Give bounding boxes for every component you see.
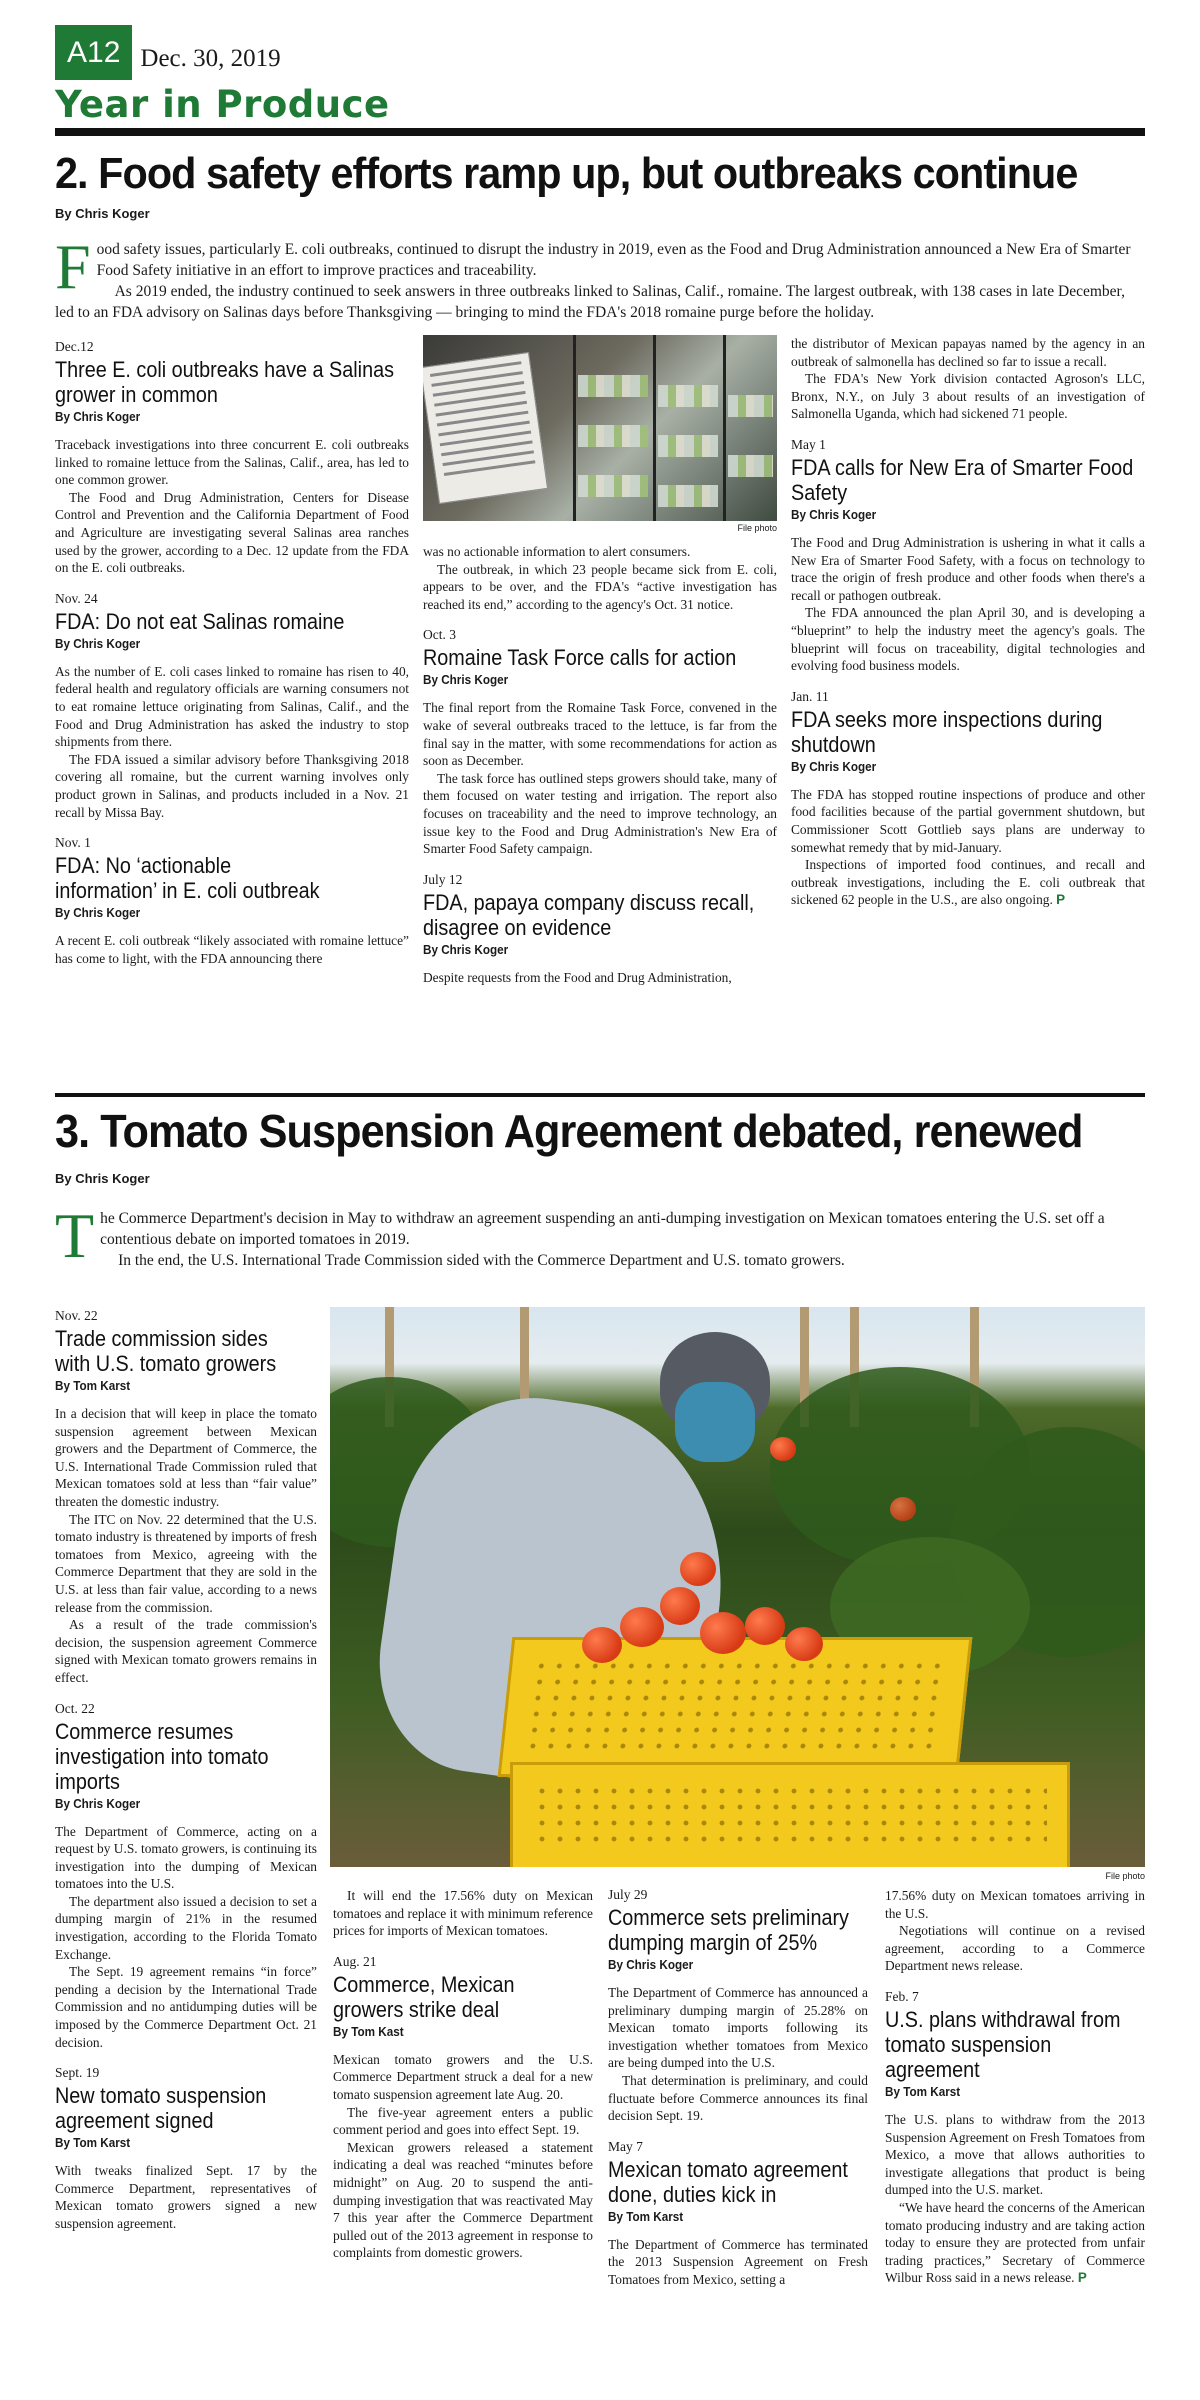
- article-nov1: [55, 835, 409, 967]
- article-paragraph: The final report from the Romaine Task Force, convened in the wake of several outbreaks traced to the lettuce, is far from the final say in the matter, with some recommendations for action as soon as December.: [423, 700, 777, 769]
- article-date: Dec.12: [55, 339, 94, 354]
- article-paragraph: The FDA's New York division contacted Agroson's LLC, Bronx, N.Y., on July 3 about results of an investigation of Salmonella Uganda, which had sickened 71 people.: [791, 371, 1145, 422]
- article-date: Aug. 21: [333, 1953, 377, 1969]
- story3-col-4: [885, 1887, 1145, 2301]
- article-byline: By Chris Koger: [55, 1795, 141, 1811]
- article-byline: By Tom Karst: [885, 2083, 961, 2099]
- story3-intro: [55, 1200, 1145, 1271]
- article-byline: By Tom Karst: [608, 2208, 684, 2224]
- article-headline: FDA: No ‘actionable information’ in E. coli outbreak: [55, 853, 320, 904]
- story3-col-3: [608, 1887, 868, 2303]
- end-mark-icon: P: [1056, 892, 1066, 908]
- article-paragraph: The Food and Drug Administration is ushering in what it calls a New Era of Smarter Food Safety, with a focus on technology to trace the origin of fresh produce and other foods when there's a recall or pathogen outbreak.: [791, 534, 1145, 603]
- article-nov24: [55, 591, 409, 821]
- article-date: July 12: [423, 871, 463, 887]
- photo-credit: File photo: [737, 523, 777, 533]
- article-date: Oct. 22: [55, 1700, 95, 1716]
- article-byline: By Chris Koger: [423, 941, 509, 957]
- article-date: May 7: [608, 2138, 643, 2154]
- story2-intro-p2: As 2019 ended, the industry continued to seek answers in three outbreaks linked to Salinas, Calif., romaine. The largest outbreak, with 138 cases in late December, led to an FDA advisory on Salinas days before Thanksgiving — bringing to mind the FDA's 2018 romaine purge before the holiday.: [55, 283, 1125, 321]
- article-aug21: [333, 1954, 593, 2262]
- article-paragraph: The Department of Commerce has terminated the 2013 Suspension Agreement on Fresh Tomatoes from Mexico, setting a: [608, 2236, 868, 2287]
- end-mark-icon: P: [1077, 2270, 1087, 2286]
- story3-col-1: [55, 1308, 317, 2247]
- article-paragraph: The Food and Drug Administration, Centers for Disease Control and Prevention and the California Department of Food and Agriculture are investigating several Salinas area ranches used by the grower, according to a Dec. 12 update from the FDA on the E. coli outbreaks.: [55, 489, 409, 576]
- yellow-crate: [510, 1762, 1070, 1867]
- article-paragraph: Traceback investigations into three concurrent E. coli outbreaks linked to romaine lettuce from the Salinas, Calif., area, has led to one common grower.: [55, 437, 409, 488]
- article-paragraph: 17.56% duty on Mexican tomatoes arriving in the U.S.: [885, 1888, 1145, 1921]
- article-byline: By Tom Karst: [55, 1378, 131, 1393]
- article-headline: Commerce sets preliminary dumping margin of 25%: [608, 1905, 849, 1955]
- story2-col-3: [791, 335, 1145, 1000]
- photo-credit: File photo: [1105, 1871, 1145, 1881]
- header-rule: [55, 128, 1145, 136]
- article-oct3: [423, 627, 777, 857]
- article-nov1-continued: [423, 543, 777, 613]
- article-may7: [608, 2139, 868, 2289]
- story3-dropcap: T: [55, 1200, 95, 1271]
- article-paragraph: The FDA announced the plan April 30, and is developing a “blueprint” to help the industry meet the agency's goals. The blueprint will focus on traceability, digital technologies and evolving food business models.: [791, 605, 1145, 674]
- story2-col-1: [55, 335, 409, 1000]
- article-date: Oct. 3: [423, 627, 456, 643]
- article-text: “We have heard the concerns of the American tomato producing industry and are taking action today to ensure they are protected from unfair trading practices,” Secretary of Commerce Wilbur Ross said in a news release.: [885, 2199, 1145, 2286]
- article-oct22: [55, 1701, 317, 2052]
- story2-byline: By Chris Koger: [55, 206, 150, 221]
- story2-headline: 2. Food safety efforts ramp up, but outbreaks continue: [55, 149, 1078, 198]
- article-headline: Commerce, Mexican growers strike deal: [333, 1971, 515, 2022]
- story-divider: [55, 1093, 1145, 1097]
- article-paragraph: was no actionable information to alert consumers.: [423, 544, 691, 559]
- article-date: Nov. 24: [55, 590, 98, 606]
- article-headline: Three E. coli outbreaks have a Salinas grower in common: [55, 357, 394, 407]
- article-headline: New tomato suspension agreement signed: [55, 2083, 267, 2134]
- story3-intro-p1: he Commerce Department's decision in May to withdraw an agreement suspending an anti-dumping investigation on Mexican tomatoes entering the U.S. set off a contentious debate on imported tomatoes in 2019.: [100, 1210, 1105, 1248]
- folio: [55, 25, 1145, 80]
- article-paragraph: The Department of Commerce, acting on a request by U.S. tomato growers, is continuing its investigation into the dumping of Mexican tomatoes into the U.S.: [55, 1823, 317, 1892]
- article-feb7: [885, 1989, 1145, 2287]
- article-sept19: [55, 2065, 317, 2232]
- tomato-harvest-photo: [330, 1307, 1145, 1867]
- article-byline: By Chris Koger: [55, 635, 141, 651]
- article-paragraph: Mexican tomato growers and the U.S. Commerce Department struck a deal for a new tomato suspension agreement late Aug. 20.: [333, 2051, 593, 2102]
- story2-dropcap: F: [55, 231, 91, 302]
- produce-advisory-photo: [423, 335, 777, 521]
- article-paragraph: The department also issued a decision to set a dumping margin of 21% in the resumed investigation, according to the Florida Tomato Exchange.: [55, 1893, 317, 1962]
- section-title: Year in Produce: [55, 83, 390, 126]
- story2-intro: [55, 231, 1145, 323]
- article-paragraph: A recent E. coli outbreak “likely associated with romaine lettuce” has come to light, with the FDA announcing there: [55, 933, 409, 966]
- article-dec12: [55, 339, 409, 577]
- article-date: Feb. 7: [885, 1988, 919, 2004]
- article-paragraph: As a result of the trade commission's decision, the suspension agreement Commerce signed with Mexican tomato growers remains in effect.: [55, 1617, 317, 1685]
- article-byline: By Tom Kast: [333, 2023, 404, 2039]
- article-paragraph: The FDA has stopped routine inspections of produce and other food facilities because of the partial government shutdown, but Commissioner Scott Gottlieb says plans are underway to somewhat remedy that by mid-January.: [791, 786, 1145, 855]
- article-may1: [791, 437, 1145, 675]
- article-nov22: [55, 1308, 317, 1687]
- story3-intro-p2: In the end, the U.S. International Trade Commission sided with the Commerce Department and U.S. tomato growers.: [118, 1252, 845, 1269]
- article-headline: Commerce resumes investigation into tomato imports: [55, 1718, 269, 1794]
- article-jan11: [791, 689, 1145, 909]
- article-paragraph: the distributor of Mexican papayas named by the agency in an outbreak of salmonella has declined so far to issue a recall.: [791, 336, 1145, 369]
- story3-col-2: [333, 1887, 593, 2276]
- page-number: A12: [55, 25, 132, 80]
- article-headline: FDA calls for New Era of Smarter Food Safety: [791, 454, 1134, 505]
- story2-intro-p1: ood safety issues, particularly E. coli outbreaks, continued to disrupt the industry in 2019, even as the Food and Drug Administration announced a New Era of Smarter Food Safety initiative in an effort to improve practices and traceability.: [96, 241, 1131, 279]
- article-paragraph: With tweaks finalized Sept. 17 by the Commerce Department, representatives of Mexican tomato growers signed a new suspension agreement.: [55, 2163, 317, 2231]
- newspaper-page: [55, 25, 1145, 2385]
- article-byline: By Chris Koger: [791, 506, 877, 522]
- article-july29: [608, 1887, 868, 2125]
- article-paragraph: Negotiations will continue on a revised agreement, according to a Commerce Department news release.: [885, 1923, 1145, 1974]
- story3-byline: By Chris Koger: [55, 1171, 150, 1186]
- article-headline: FDA, papaya company discuss recall, disagree on evidence: [423, 889, 755, 940]
- article-may7-continued: [885, 1887, 1145, 1975]
- article-paragraph: The five-year agreement enters a public comment period and goes into effect Sept. 19.: [333, 2104, 593, 2138]
- article-headline: FDA: Do not eat Salinas romaine: [55, 608, 345, 634]
- article-date: Jan. 11: [791, 688, 829, 704]
- article-paragraph: Despite requests from the Food and Drug Administration,: [423, 969, 732, 985]
- article-text: Inspections of imported food continues, and recall and outbreak investigations, including the E. coli outbreak that sickened 62 people in the U.S., are also ongoing.: [791, 857, 1145, 908]
- article-date: Sept. 19: [55, 2065, 100, 2081]
- article-paragraph: The ITC on Nov. 22 determined that the U.S. tomato industry is threatened by imports of fresh tomatoes from Mexico, agreeing with the Commerce Department that they are sold in the U.S. at less than fair value, according to a news release from the commission.: [55, 1511, 317, 1615]
- article-paragraph: As the number of E. coli cases linked to romaine has risen to 40, federal health and regulatory officials are warning consumers not to eat romaine lettuce originating from Salinas, Calif., and the Food and Drug Administration has asked the industry to stop shipments from there.: [55, 663, 409, 750]
- article-paragraph: It will end the 17.56% duty on Mexican tomatoes and replace it with minimum reference prices for imports of Mexican tomatoes.: [333, 1888, 593, 1939]
- story3: [55, 1093, 1145, 1271]
- yellow-crate: [498, 1637, 973, 1777]
- issue-date: Dec. 30, 2019: [140, 44, 281, 72]
- article-byline: By Chris Koger: [608, 1957, 694, 1972]
- article-paragraph: That determination is preliminary, and could fluctuate before Commerce announces its final decision Sept. 19.: [608, 2072, 868, 2124]
- article-headline: Trade commission sides with U.S. tomato growers: [55, 1326, 277, 1376]
- article-byline: By Chris Koger: [55, 905, 141, 921]
- article-paragraph: The Department of Commerce has announced a preliminary dumping margin of 25.28% on Mexican tomato imports following its investigation whether tomatoes from Mexico are being dumped into the U.S.: [608, 1985, 868, 2071]
- article-date: Nov. 22: [55, 1308, 98, 1323]
- story2-col-2: [423, 335, 777, 1000]
- article-paragraph: The FDA issued a similar advisory before Thanksgiving 2018 covering all romaine, but the current warning involves only product grown in Salinas, and products included in a Nov. 21 recall by Missa Bay.: [55, 751, 409, 820]
- article-headline: Mexican tomato agreement done, duties kick in: [608, 2156, 848, 2207]
- article-paragraph: The Sept. 19 agreement remains “in force” pending a decision by the International Trade Commission and no antidumping duties will be imposed by the Commerce Department Oct. 21 decision.: [55, 1964, 317, 2050]
- article-paragraph: The outbreak, in which 23 people became sick from E. coli, appears to be over, and the FDA's “active investigation has reached its end,” according to the agency's Oct. 31 notice.: [423, 561, 777, 612]
- story2-columns: [55, 335, 1145, 1000]
- article-headline: U.S. plans withdrawal from tomato suspension agreement: [885, 2006, 1121, 2082]
- article-july12-continued: [791, 335, 1145, 423]
- article-byline: By Chris Koger: [55, 409, 141, 424]
- farmworker-mask: [675, 1382, 755, 1462]
- story3-headline: 3. Tomato Suspension Agreement debated, renewed: [55, 1105, 1083, 1157]
- article-date: July 29: [608, 1887, 648, 1902]
- article-sept19-continued: [333, 1887, 593, 1940]
- article-paragraph: Mexican growers released a statement indicating a deal was reached “minutes before midnight” on Aug. 20 to suspend the anti-dumping investigation that was reactivated May 7 this year after the Commerce Department pulled out of the 2013 agreement in response to complaints from domestic growers.: [333, 2139, 593, 2261]
- article-paragraph: The task force has outlined steps growers should take, many of them focused on water testing and irrigation. The report also focuses on traceability and the need to improve technology, an issue key to the Food and Drug Administration's New Era of Smarter Food Safety campaign.: [423, 770, 777, 857]
- article-paragraph: In a decision that will keep in place the tomato suspension agreement between Mexican growers and the Department of Commerce, the U.S. International Trade Commission ruled that Mexican tomatoes sold at less than “fair value” threaten the domestic industry.: [55, 1406, 317, 1509]
- advisory-sign-graphic: [423, 352, 548, 504]
- article-paragraph: The U.S. plans to withdraw from the 2013 Suspension Agreement on Fresh Tomatoes from Mexico, a move that allows authorities to investigate allegations that product is being dumped into the U.S. market.: [885, 2111, 1145, 2198]
- article-byline: By Chris Koger: [423, 672, 509, 688]
- article-headline: Romaine Task Force calls for action: [423, 645, 737, 671]
- article-date: May 1: [791, 436, 826, 452]
- article-paragraph: [791, 856, 1145, 909]
- article-july12: [423, 872, 777, 987]
- article-paragraph: [885, 2199, 1145, 2287]
- article-headline: FDA seeks more inspections during shutdown: [791, 706, 1103, 757]
- article-byline: By Tom Karst: [55, 2135, 131, 2151]
- article-date: Nov. 1: [55, 835, 91, 851]
- article-byline: By Chris Koger: [791, 758, 877, 774]
